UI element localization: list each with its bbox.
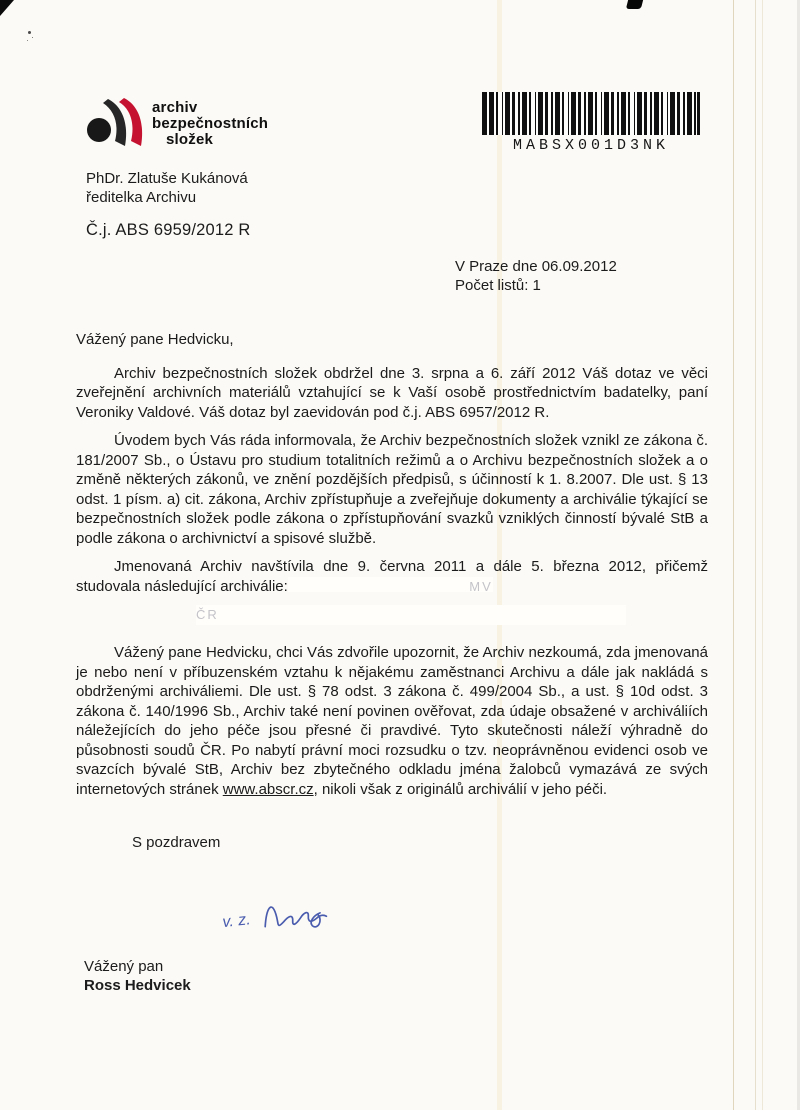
scan-line (762, 0, 763, 1110)
closing-phrase: S pozdravem (132, 834, 221, 851)
barcode (482, 92, 700, 154)
barcode-bars (482, 92, 700, 135)
abs-logo-text (152, 100, 268, 148)
paragraph-4-text: Vážený pane Hedvicku, chci Vás zdvořile upozornit, že Archiv nezkoumá, zda jmenovaná je nebo není v příbuzenském vztahu k nějakému zaměstnanci Archivu a dále jak nakládá s obdrženými archiváliemi. Dle ust. § 78 odst. 3 zákona č. 499/2004 Sb., a ust. § 10d odst. 3 zákona č. 140/1996 Sb., Archiv také není povinen ověřovat, zda údaje obsažené v archiváliích náležejících do jeho péče jsou přesné či pravdivé. Tyto skutečnosti náleží výhradně do působnosti soudů ČR. Po nabytí právní moci rozsudku o tzv. neoprávněnou evidenci osob ve svazcích bývalé StB, Archiv bez zbytečného odkladu jména žalobců vymazává ze svých internetových stránek (76, 644, 708, 798)
paragraph-2: Úvodem bych Vás ráda informovala, že Archiv bezpečnostních složek vznikl ze zákona č. 181/2007 Sb., o Ústavu pro studium totalitních režimů a o Archivu bezpečnostních složek a o změně některých zákonů, ve znění pozdějších předpisů, s účinností k 1. 8.2007. Dle ust. § 13 odst. 1 písm. a) cit. zákona, Archiv zpřístupňuje a zveřejňuje dokumenty a archiválie týkající se bezpečnostních složek podle zákona o zpřístupňování svazků vzniklých činností bývalé StB a podle zákona o archivnictví a spisové službě. (76, 432, 708, 547)
scan-line (733, 0, 734, 1110)
place-date: V Praze dne 06.09.2012 (455, 258, 617, 275)
scan-artifact-speck (28, 31, 31, 34)
date-block (455, 257, 617, 295)
redaction-area (196, 605, 626, 625)
paragraph-3 (76, 557, 708, 596)
signature-scribble (263, 901, 327, 932)
redacted-fragment: ČR (196, 607, 219, 622)
scan-line (755, 0, 756, 1110)
signature-note: v. z. (221, 911, 252, 932)
redacted-fragment: MV (469, 578, 493, 594)
recipient-salutation: Vážený pan (84, 958, 164, 975)
paragraph-4-text-after: , nikoli však z originálů archiválií v jeho péči. (313, 780, 608, 798)
sender-block (86, 169, 248, 207)
scan-artifact-corner (0, 0, 14, 16)
barcode-code: MABSX001D3NK (512, 137, 670, 154)
paragraph-1: Archiv bezpečnostních složek obdržel dne 3. srpna a 6. září 2012 Váš dotaz ve věci zveřejnění archivních materiálů vztahující se k Vaší osobě prostřednictvím badatelky, paní Veroniky Valdové. Váš dotaz byl zaevidován pod č.j. ABS 6957/2012 R. (76, 364, 708, 421)
sender-title: ředitelka Archivu (86, 189, 197, 206)
scan-artifact-mark (626, 0, 643, 9)
salutation: Vážený pane Hedvicku, (76, 331, 234, 348)
logo-line-2: bezpečnostních (152, 115, 269, 132)
reference-number: Č.j. ABS 6959/2012 R (86, 221, 251, 239)
page-count: Počet listů: 1 (455, 277, 541, 294)
recipient-block (84, 957, 191, 995)
recipient-name: Ross Hedvicek (84, 977, 191, 994)
sender-name: PhDr. Zlatuše Kukánová (86, 170, 248, 187)
letter-body (76, 330, 708, 862)
logo-line-1: archiv (152, 99, 198, 116)
logo-line-3: složek (166, 131, 214, 148)
paragraph-4 (76, 643, 708, 799)
redaction-area (288, 577, 493, 592)
abscr-link[interactable]: www.abscr.cz (222, 780, 314, 798)
handwritten-signature (218, 881, 363, 947)
paragraph-3-text: Jmenovaná Archiv navštívila dne 9. června 2011 a dále 5. března 2012, přičemž studovala následující archiválie: (76, 558, 708, 595)
abs-logo-icon (86, 96, 148, 152)
